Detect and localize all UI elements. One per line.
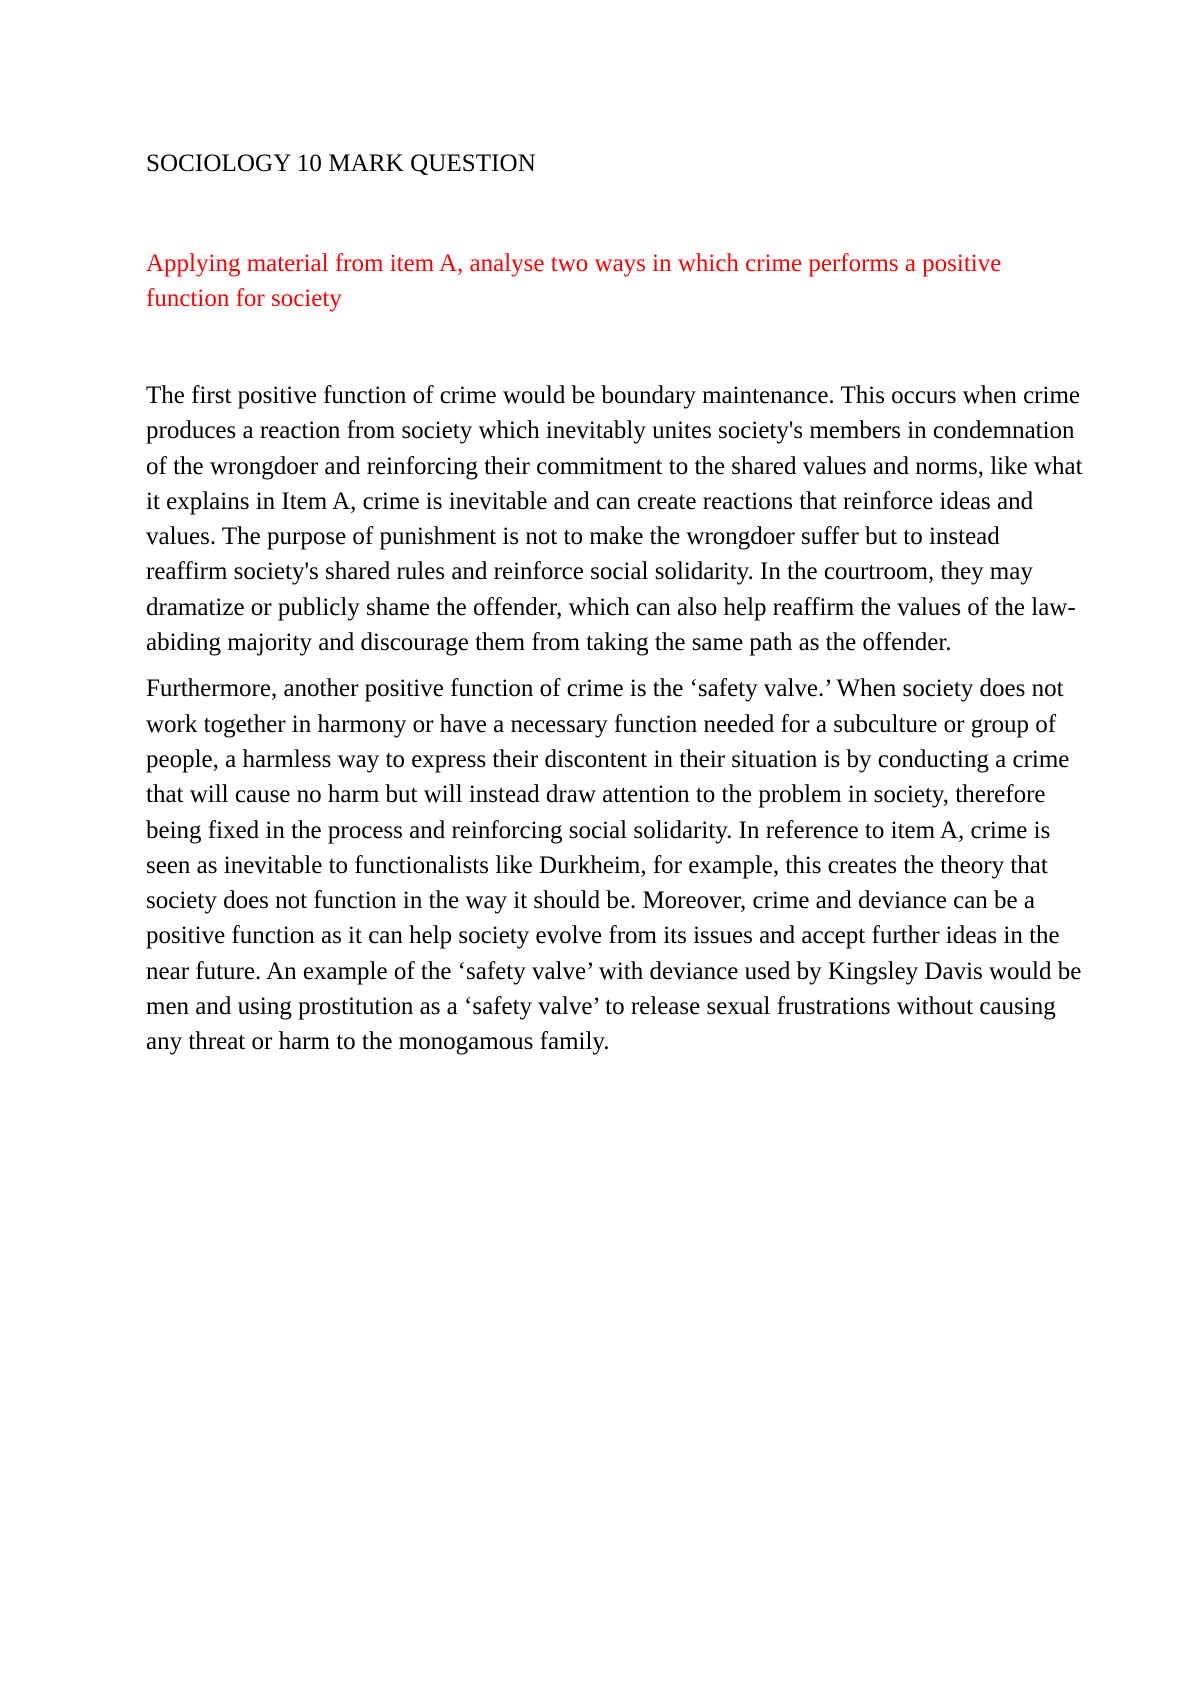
answer-paragraph-safety-valve: Furthermore, another positive function of crime is the ‘safety valve.’ When society does not work together in harmony or have a necessary function needed for a subculture or group of people, a harmless way to express their discontent in their situation is by conducting a crime that will cause no harm but will instead draw attention to the problem in society, therefore being fixed in the process and reinforcing social solidarity. In reference to item A, crime is seen as inevitable to functionalists like Durkheim, for example, this creates the theory that society does not function in the way it should be. Moreover, crime and deviance can be a positive function as it can help society evolve from its issues and accept further ideas in the near future. An example of the ‘safety valve’ with deviance used by Kingsley Davis would be men and using prostitution as a ‘safety valve’ to release sexual frustrations without causing any threat or harm to the monogamous family. xyxy=(146,675,1082,1056)
answer-paragraph-boundary-maintenance: The first positive function of crime would be boundary maintenance. This occurs when crime produces a reaction from society which inevitably unites society's members in condemnation of the wrongdoer and reinforcing their commitment to the shared values and norms, like what it explains in Item A, crime is inevitable and can create reactions that reinforce ideas and values. The purpose of punishment is not to make the wrongdoer suffer but to instead reaffirm society's shared rules and reinforce social solidarity. In the courtroom, they may dramatize or publicly shame the offender, which can also help reaffirm the values of the law-abiding majority and discourage them from taking the same path as the offender. xyxy=(146,382,1083,657)
essay-question: Applying material from item A, analyse two ways in which crime performs a positive function for society xyxy=(146,250,1002,312)
document-content xyxy=(146,148,1086,1060)
document-title: SOCIOLOGY 10 MARK QUESTION xyxy=(146,150,536,177)
